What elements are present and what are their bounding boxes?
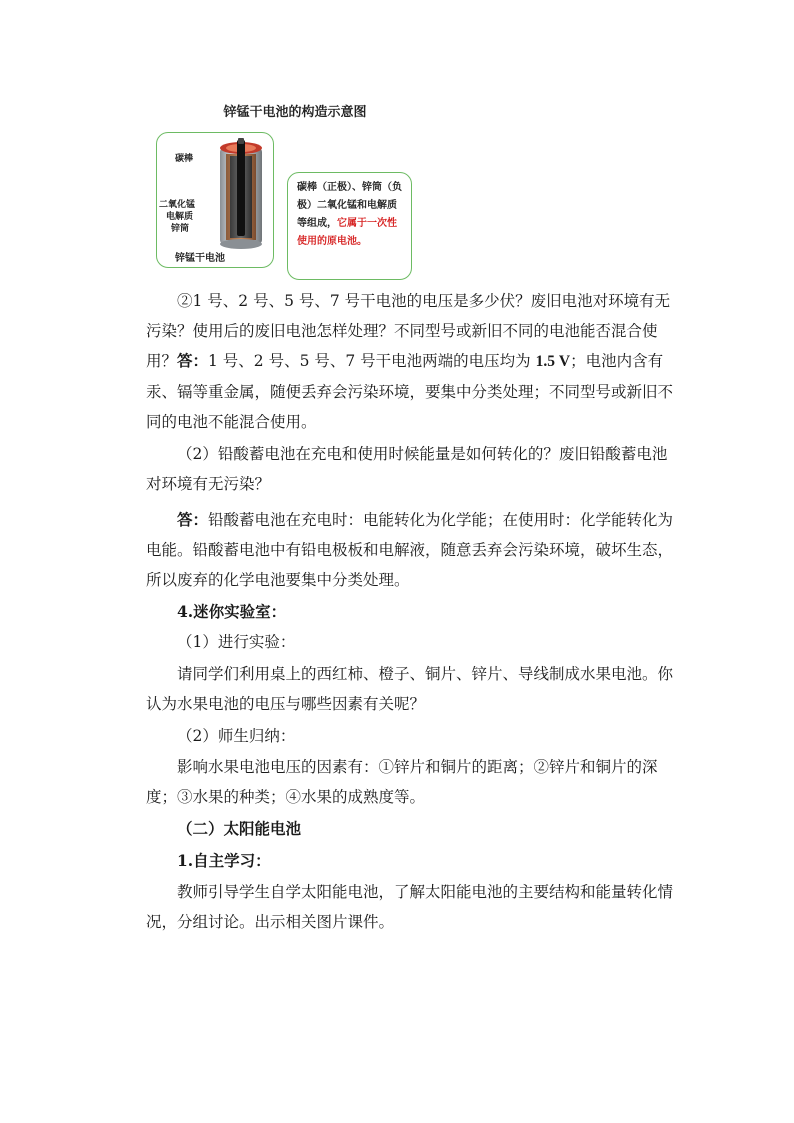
heading-mini-lab: 4.迷你实验室：: [177, 602, 287, 621]
question-1: ②1 号、2 号、5 号、7 号干电池的电压是多少伏？废旧电池对环境有无污染？使用后的废旧电池怎样处理？不同型号或新旧不同的电池能否混合使用？: [146, 292, 671, 370]
label-zinc-can: 锌筒: [171, 224, 190, 234]
figure-caption: 锌锰干电池: [175, 253, 225, 264]
step-1-heading: （1）进行实验：: [177, 633, 296, 651]
heading-solar-cell: （二）太阳能电池: [177, 819, 302, 838]
battery-note-highlight: 它属于一次性使用的原电池。: [297, 218, 397, 247]
question-2: （2）铅酸蓄电池在充电和使用时候能量是如何转化的？废旧铅酸蓄电池对环境有无污染？: [146, 445, 668, 493]
step-1-text: 请同学们利用桌上的西红柿、橙子、铜片、锌片、导线制成水果电池。你认为水果电池的电压与哪些因素有关呢？: [146, 665, 674, 713]
label-electrolyte: 电解质: [166, 212, 194, 222]
self-study-text: 教师引导学生自学太阳能电池，了解太阳能电池的主要结构和能量转化情况，分组讨论。出示相关图片课件。: [146, 883, 674, 931]
label-carbon-rod: 碳棒: [175, 154, 194, 164]
battery-note-box: [287, 172, 412, 280]
figure-title: 锌锰干电池的构造示意图: [223, 105, 367, 120]
battery-diagram-box: [156, 132, 274, 268]
step-2-text: 影响水果电池电压的因素有：①锌片和铜片的距离；②锌片和铜片的深度；③水果的种类；④水果的成熟度等。: [146, 758, 658, 806]
battery-note-text: 碳棒（正极）、锌筒（负极）二氧化锰和电解质等组成，: [297, 182, 402, 229]
step-2-heading: （2）师生归纳：: [177, 727, 296, 745]
answer-2: 答：铅酸蓄电池在充电时：电能转化为化学能；在使用时：化学能转化为电能。铅酸蓄电池中有铅电极板和电解液，随意丢弃会污染环境，破坏生态，所以废弃的化学电池要集中分类处理。: [146, 510, 674, 589]
heading-self-study: 1.自主学习：: [177, 851, 271, 870]
answer-1: 答：1 号、2 号、5 号、7 号干电池两端的电压均为 1.5 V；电池内含有汞、镉等重金属，随便丢弃会污染环境，要集中分类处理；不同型号或新旧不同的电池不能混合使用。: [146, 351, 674, 431]
label-mno2: 二氧化锰: [159, 200, 196, 210]
